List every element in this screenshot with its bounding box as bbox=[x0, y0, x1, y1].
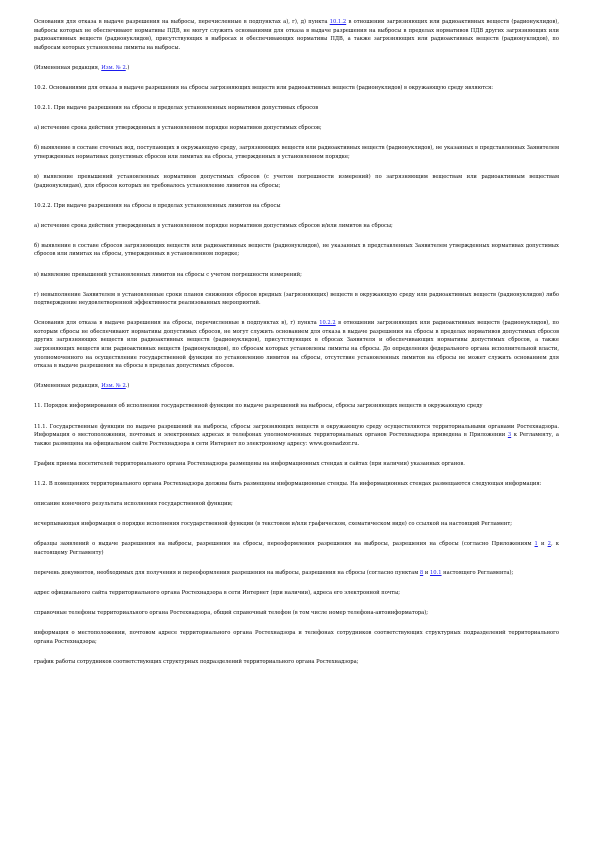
text-segment: 11.1. Государственные функции по выдаче разрешений на выбросы, сбросы загрязняющих веществ в окружающую среду осуществляются территориальными органами Ростехнадзора. Информация о местоположении, почтовых и электронных адресах и телефонах уполномоченных территориальных органов Ростехнадзора приведена в Приложении bbox=[34, 423, 559, 439]
text-segment: .) bbox=[125, 383, 130, 390]
paragraph-p22 bbox=[34, 569, 559, 578]
paragraph-p11 bbox=[34, 271, 559, 280]
text-segment: перечень документов, необходимых для получения и переоформления разрешения на выбросы, разрешения на сбросы (согласно пунктам bbox=[34, 569, 420, 576]
text-segment: Основания для отказа в выдаче разрешения на сбросы, перечисленные в подпунктах в), г) пункта bbox=[34, 320, 320, 327]
text-segment: и bbox=[423, 569, 430, 576]
reference-link[interactable]: Изм. № 2 bbox=[101, 383, 126, 390]
text-segment: (Измененная редакция, bbox=[34, 64, 102, 71]
paragraph-p23 bbox=[34, 589, 559, 598]
paragraph-p1 bbox=[34, 18, 559, 52]
text-segment: График приема посетителей территориального органа Ростехнадзора размещены на информационных стендах и сайтах (при наличии) указанных органов. bbox=[34, 460, 465, 467]
paragraph-p2 bbox=[34, 64, 559, 73]
paragraph-p25 bbox=[34, 629, 559, 646]
text-segment: г) невыполнение Заявителем в установленные сроки планов снижения сбросов вредных (загрязняющих) веществ в окружающую среду или радиоактивных веществ (радионуклидов) либо подтверждение неудовлетворенной эффективности реализованных мероприятий. bbox=[34, 291, 559, 307]
text-segment: б) выявление в составе сбросов загрязняющих веществ или радиоактивных веществ (радионуклидов), не указанных в представленных Заявителем утвержденных нормативах допустимых сбросов или лимитах на сбросы, утвержденных в установленном порядке; bbox=[34, 242, 559, 258]
paragraph-p14 bbox=[34, 382, 559, 391]
text-segment: 10.2.2. При выдаче разрешения на сбросы в пределах установленных лимитов на сбросы bbox=[34, 202, 281, 209]
text-segment: в отношении загрязняющих или радиоактивных веществ (радионуклидов), по которым сбросы не обеспечивают нормативы допустимых сбросов, не могут служить основанием для отказа в выдаче разрешения на сбросы в пределах нормативов допустимых сбросов других загрязняющих веществ или радиоактивных веществ (радионуклидов), присутствующих в сбросах Заявителя и обеспечивающих нормативы допустимых сбросов, а также загрязняющих веществ или радиоактивных веществ (радионуклидов), по сбросам которых установлены лимиты на сбросы. До определения федерального органа исполнительной власти, уполномоченного на осуществление государственной функции по установлению лимитов на сбросы, отсутствие установленных лимитов на сбросы не может служить основанием для отказа в выдаче разрешения на сбросы в пределах допустимых сбросов. bbox=[34, 320, 559, 370]
paragraph-p3 bbox=[34, 84, 559, 93]
text-segment: 11. Порядок информирования об исполнении государственной функции по выдаче разрешений на выбросы, сбросы загрязняющих веществ в окружающую среду bbox=[34, 403, 483, 410]
text-segment: информация о местоположении, почтовом адресе территориального органа Ростехнадзора и телефонах сотрудников соответствующих структурных подразделений территориального органа Ростехнадзора; bbox=[34, 630, 559, 645]
text-segment: , к настоящему Регламенту) bbox=[34, 541, 559, 556]
text-segment: 11.2. В помещениях территориального органа Ростехнадзора должны быть размещены информационные стенды. На информационных стендах размещаются следующая информация: bbox=[34, 480, 542, 487]
paragraph-p19 bbox=[34, 500, 559, 509]
text-segment: график работы сотрудников соответствующих структурных подразделений территориального органа Ростехнадзора; bbox=[34, 658, 359, 665]
reference-link[interactable]: 10.2.2 bbox=[319, 320, 336, 327]
text-segment: 10.2.1. При выдаче разрешения на сбросы в пределах установленных нормативов допустимых сбросов bbox=[34, 105, 319, 112]
text-segment: справочные телефоны территориального органа Ростехнадзора, общий справочный телефон (в том числе номер телефона-автоинформатора); bbox=[34, 610, 429, 617]
text-segment: в) выявление превышений установленных нормативов допустимых сбросов (с учетом погрешности измерений) по загрязняющим веществам или радиоактивным веществам (радионуклидам), для сбросов которых не требовалось установление лимитов на сбросы; bbox=[34, 173, 559, 189]
reference-link[interactable]: 8 bbox=[419, 569, 424, 576]
text-segment: а) истечение срока действия утвержденных в установленном порядке нормативов допустимых сбросов; bbox=[34, 125, 322, 132]
text-segment: в отношении загрязняющих или радиоактивных веществ (радионуклидов), выбросы которых не обеспечивают нормативы ПДВ, не могут служить основаниями для отказа в выдаче разрешения на выбросы в пределах нормативов ПДВ других загрязняющих или радиоактивных веществ (радионуклидов), присутствующих в выбросах и обеспечивающих нормативы ПДВ, а также загрязняющих или радиоактивных веществ (радионуклидов), по выбросам которых установлены лимиты на выбросы. bbox=[34, 19, 559, 51]
reference-link[interactable]: 10.1 bbox=[429, 569, 442, 576]
paragraph-p15 bbox=[34, 402, 559, 411]
paragraph-p26 bbox=[34, 658, 559, 667]
text-segment: 10.2. Основаниями для отказа в выдаче разрешения на сбросы загрязняющих веществ или радиоактивных веществ (радионуклидов) в окружающую среду являются: bbox=[34, 84, 494, 91]
paragraph-p21 bbox=[34, 540, 559, 557]
paragraph-p18 bbox=[34, 480, 559, 489]
text-segment: .) bbox=[125, 64, 130, 71]
paragraph-p8 bbox=[34, 202, 559, 211]
text-segment: (Измененная редакция, bbox=[34, 383, 102, 390]
reference-link[interactable]: 1 bbox=[534, 541, 538, 548]
paragraph-p16 bbox=[34, 423, 559, 449]
paragraph-p24 bbox=[34, 609, 559, 618]
paragraph-p5 bbox=[34, 124, 559, 133]
text-segment: и bbox=[537, 541, 548, 548]
paragraph-p4 bbox=[34, 104, 559, 113]
paragraph-p7 bbox=[34, 173, 559, 190]
reference-link[interactable]: 3 bbox=[507, 432, 512, 439]
reference-link[interactable]: Изм. № 2 bbox=[101, 64, 126, 71]
paragraph-p20 bbox=[34, 520, 559, 529]
text-segment: к Регламенту, а также размещена на официальном сайте Ростехнадзора в сети Интернет по электронному адресу: www.gosnadzor.ru. bbox=[34, 432, 559, 447]
paragraph-p13 bbox=[34, 319, 559, 371]
text-segment: описание конечного результата исполнения государственной функции; bbox=[34, 501, 233, 507]
paragraph-p9 bbox=[34, 222, 559, 231]
paragraph-p12 bbox=[34, 291, 559, 308]
reference-link[interactable]: 10.1.2 bbox=[329, 19, 347, 25]
text-segment: исчерпывающая информация о порядке исполнения государственной функции (в текстовом и/или графическом, схематическом виде) со ссылкой на настоящий Регламент; bbox=[34, 521, 513, 528]
text-segment: а) истечение срока действия утвержденных в установленном порядке нормативов допустимых сбросов и/или лимитов на сбросы; bbox=[34, 222, 393, 229]
text-segment: б) выявление в составе сточных вод, поступающих в окружающую среду, загрязняющих веществ или радиоактивных веществ (радионуклидов), не указанных в представленных Заявителем утвержденных нормативах допустимых сбросов или лимитах на сбросы, утвержденных в установленном порядке; bbox=[34, 145, 559, 160]
text-segment: в) выявление превышений установленных лимитов на сбросы с учетом погрешности измерений; bbox=[34, 271, 302, 278]
text-segment: Основания для отказа в выдаче разрешения на выбросы, перечисленные в подпунктах а), г), д) пункта bbox=[34, 19, 330, 25]
paragraph-p10 bbox=[34, 242, 559, 259]
paragraph-p6 bbox=[34, 144, 559, 161]
text-segment: адрес официального сайта территориального органа Ростехнадзора в сети Интернет (при наличии), адреса его электронной почты; bbox=[34, 589, 401, 596]
text-segment: образцы заявлений о выдаче разрешения на выбросы, разрешения на сбросы, переоформления разрешения на выбросы, разрешения на сбросы (согласно Приложениям bbox=[34, 541, 535, 548]
reference-link[interactable]: 2 bbox=[547, 541, 551, 548]
paragraph-p17 bbox=[34, 460, 559, 469]
text-segment: настоящего Регламента); bbox=[441, 569, 514, 576]
